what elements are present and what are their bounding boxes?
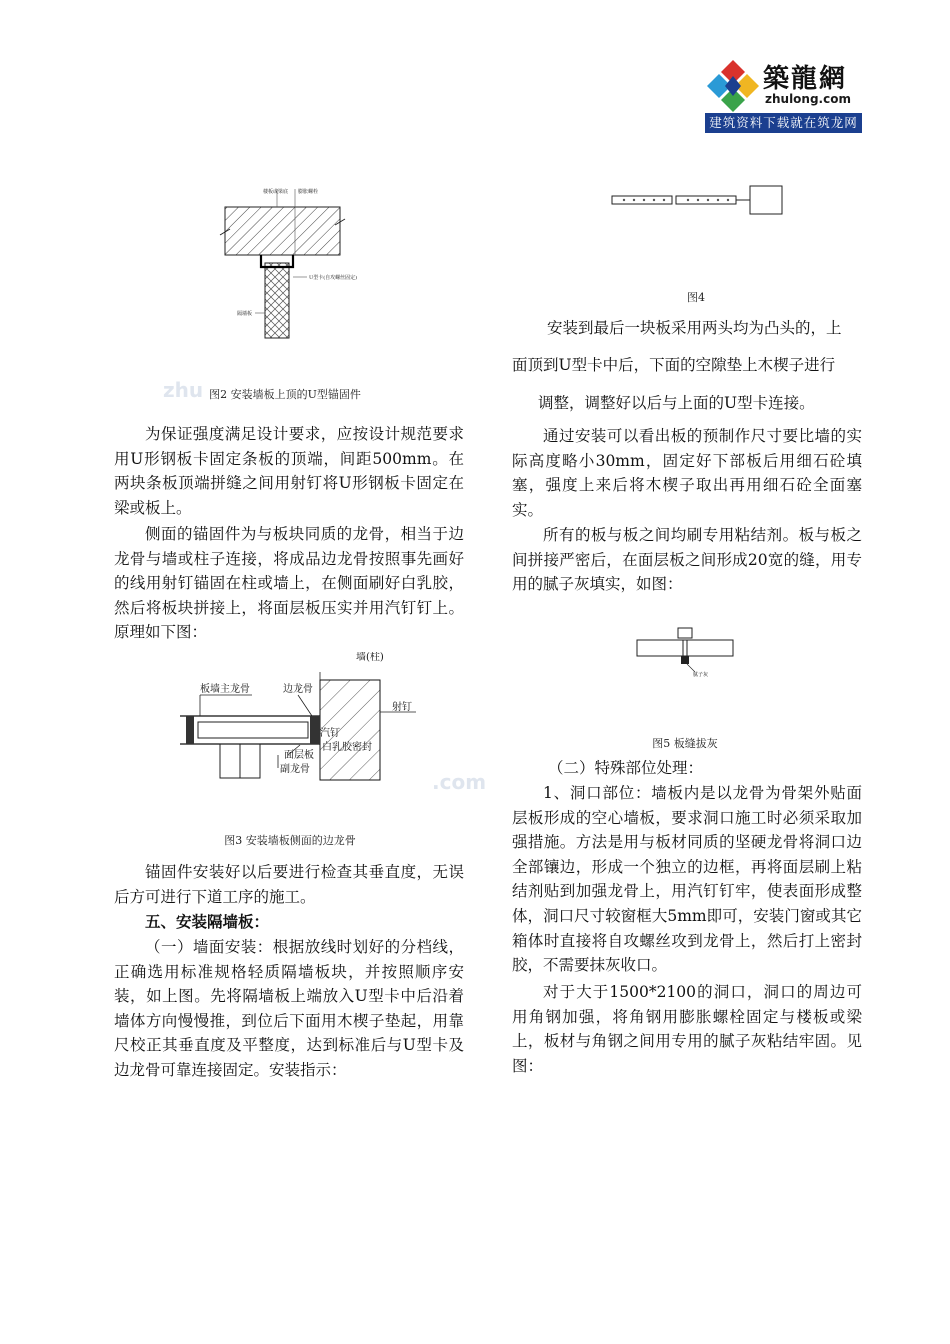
watermark-left: zhu bbox=[163, 378, 204, 402]
fig2-label-bolt: 膨胀螺栓 bbox=[298, 189, 319, 195]
logo-mark-icon bbox=[705, 58, 761, 112]
right-paragraph-4: 1、洞口部位：墙板内是以龙骨为骨架外贴面层板形成的空心墙板，要求洞口施工时必须采取加强措施。方法是用与板材同质的坚硬龙骨将洞口边全部镶边，形成一个独立的边框，再将面层刷上粘结剂贴到加强龙骨上，用汽钉钉牢，使表面形成整体，洞口尺寸较窗框大5mm即可，安装门窗或其它箱体时直接将自攻螺丝攻到龙骨上，然后打上密封胶，不需要抹灰收口。 bbox=[512, 784, 862, 975]
left-paragraph-3: 锚固件安装好以后要进行检查其垂直度，无误后方可进行下道工序的施工。 bbox=[114, 863, 464, 906]
left-paragraph-2: 侧面的锚固件为与板块同质的龙骨，相当于边龙骨与墙或柱子连接，将成品边龙骨按照事先画好的线用射钉锚固在柱或墙上，在侧面刷好白乳胶，然后将板块拼接上，将面层板压实并用汽钉钉上。原理如下图： bbox=[114, 525, 464, 642]
figure-3-diagram bbox=[180, 652, 430, 782]
fig5-label-putty: 腻子灰 bbox=[693, 672, 709, 678]
figure-2-caption: 图2 安装墙板上顶的U型锚固件 bbox=[209, 388, 361, 401]
logo-url[interactable]: zhulong.com bbox=[765, 92, 851, 106]
fig3-label-wall: 墙(柱) bbox=[356, 652, 384, 663]
fig3-label-edge-keel: 边龙骨 bbox=[283, 684, 313, 695]
left-paragraph-4: （一）墙面安装：根据放线时划好的分档线，正确选用标准规格轻质隔墙板块，并按照顺序安装，如上图。先将隔墙板上端放入U型卡中后沿着墙体方向慢慢推，到位后下面用木楔子垫起，用靠尺校正其垂直度及平整度，达到标准后与U型卡及边龙骨可靠连接固定。安装指示： bbox=[114, 938, 464, 1079]
figure-2-diagram bbox=[215, 185, 365, 340]
figure-3-caption: 图3 安装墙板侧面的边龙骨 bbox=[224, 834, 356, 847]
figure-5-diagram bbox=[635, 622, 735, 678]
right-paragraph-3: 所有的板与板之间均刷专用粘结剂。板与板之间拼接严密后，在面层板之间形成20宽的缝，用专用的腻子灰填实，如图： bbox=[512, 526, 862, 594]
figure-4-diagram bbox=[610, 182, 785, 217]
fig3-label-latex-seal: 白乳胶密封 bbox=[322, 742, 372, 753]
right-line-2: 面顶到U型卡中后，下面的空隙垫上木楔子进行 bbox=[512, 356, 836, 374]
figure-4-caption: 图4 bbox=[687, 291, 705, 304]
special-parts-heading: （二）特殊部位处理： bbox=[548, 759, 704, 777]
logo-brand: 築龍網 bbox=[763, 64, 848, 94]
fig2-label-ucard: U型卡(自攻螺丝固定) bbox=[309, 275, 358, 281]
fig2-label-board: 隔墙板 bbox=[237, 311, 253, 317]
fig3-label-face-board: 面层板 bbox=[284, 750, 314, 761]
logo-slogan: 建筑资料下载就在筑龙网 bbox=[705, 113, 862, 133]
fig3-label-main-keel: 板墙主龙骨 bbox=[200, 684, 250, 695]
right-line-1: 安装到最后一块板采用两头均为凸头的，上 bbox=[547, 319, 842, 337]
left-paragraph-1: 为保证强度满足设计要求，应按设计规范要求用U形钢板卡固定条板的顶端，间距500mm。在两块条板顶端拼缝之间用射钉将U形钢板卡固定在梁或板上。 bbox=[114, 425, 464, 517]
fig3-label-sub-keel: 副龙骨 bbox=[280, 764, 310, 775]
right-line-3: 调整，调整好以后与上面的U型卡连接。 bbox=[538, 394, 815, 412]
watermark-right: .com bbox=[432, 770, 487, 794]
fig3-label-air-nail: 汽钉 bbox=[320, 728, 340, 739]
right-paragraph-5: 对于大于1500*2100的洞口，洞口的周边可用角钢加强，将角钢用膨胀螺栓固定与楼板或梁上，板材与角钢之间用专用的腻子灰粘结牢固。见图： bbox=[512, 983, 862, 1075]
fig3-label-shoot-nail: 射钉 bbox=[392, 702, 412, 713]
figure-5-caption: 图5 板缝拔灰 bbox=[652, 737, 718, 750]
right-paragraph-2: 通过安装可以看出板的预制作尺寸要比墙的实际高度略小30mm，固定好下部板后用细石砼填塞，强度上来后将木楔子取出再用细石砼全面塞实。 bbox=[512, 427, 862, 519]
section-5-heading: 五、安装隔墙板： bbox=[145, 912, 270, 931]
fig2-label-beam: 楼板或梁底 bbox=[263, 189, 289, 195]
